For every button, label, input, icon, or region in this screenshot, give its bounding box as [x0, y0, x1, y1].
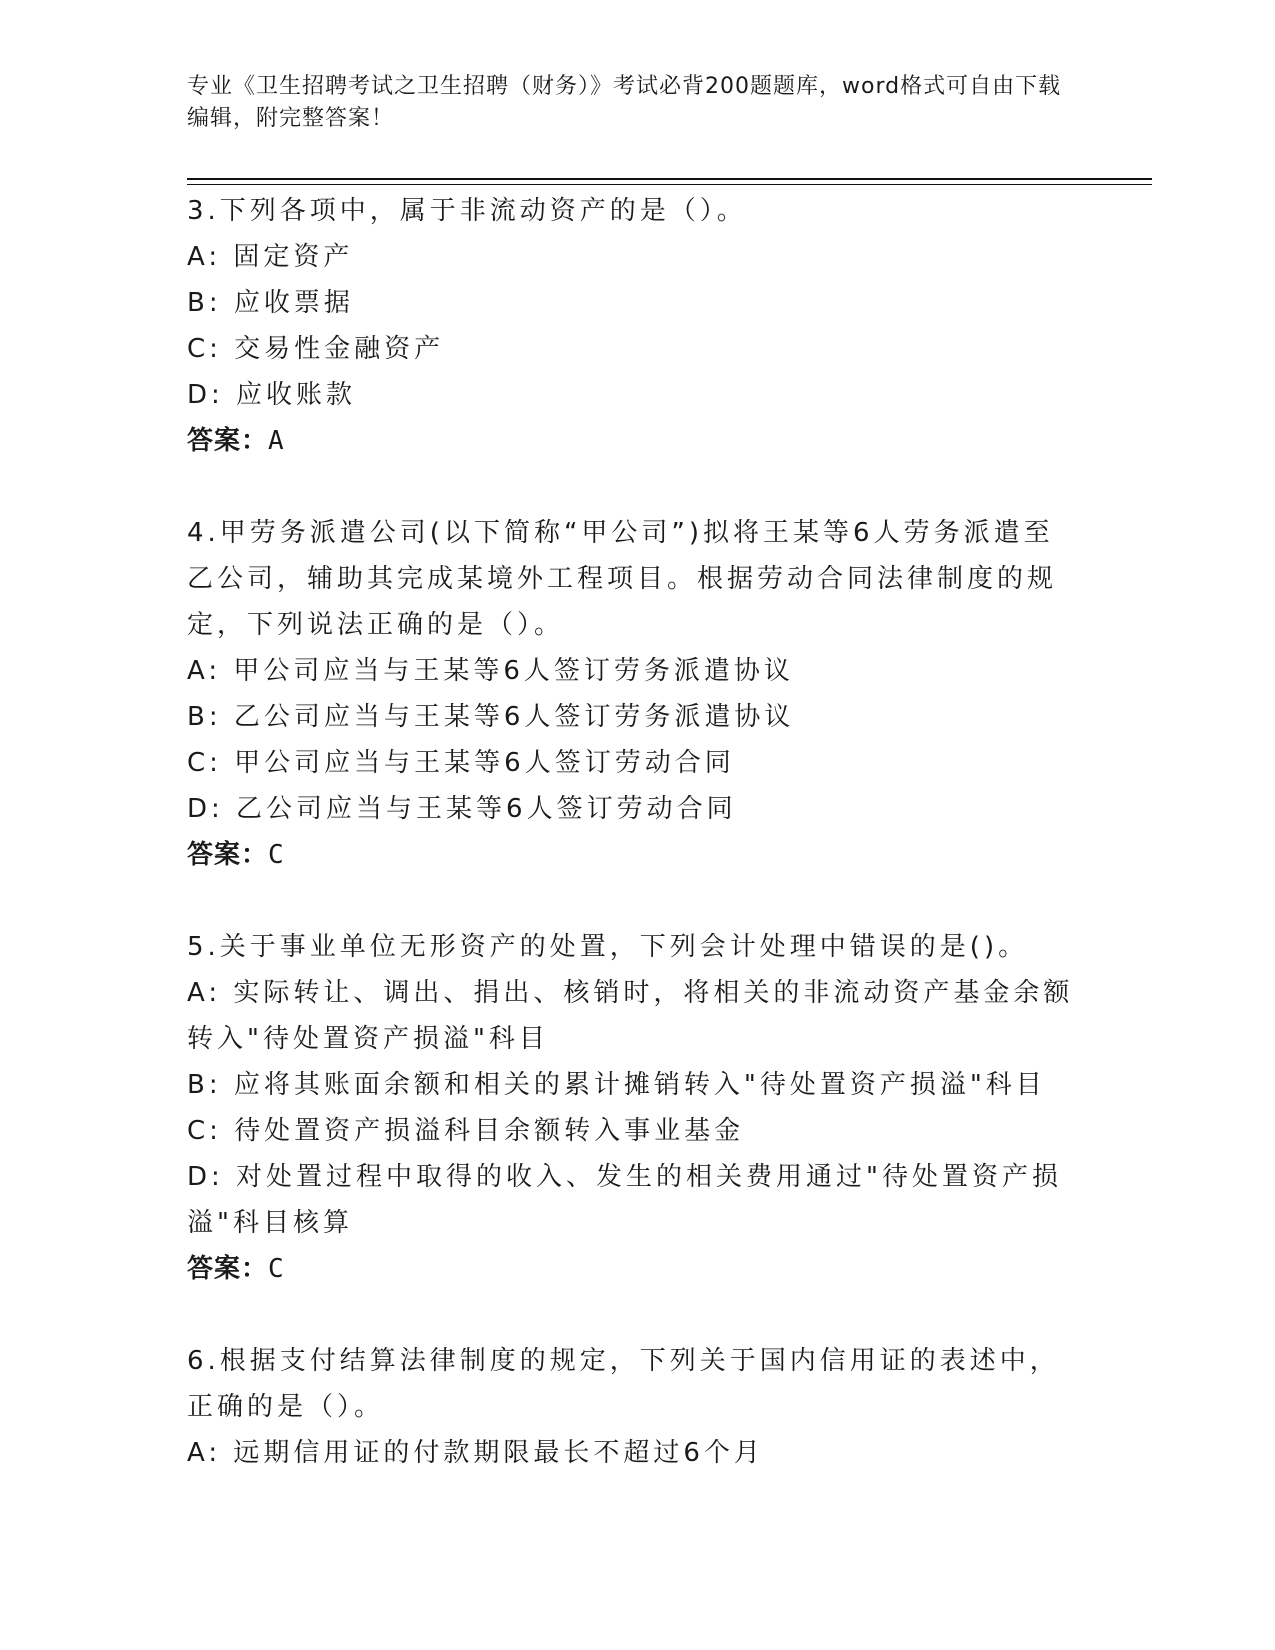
option-a: A: 远期信用证的付款期限最长不超过6个月 [187, 1438, 764, 1468]
question-4 [187, 510, 1077, 878]
question-list [187, 188, 1077, 1522]
option-b: B: 应收票据 [187, 288, 354, 318]
question-3 [187, 188, 1077, 464]
answer-label: 答案： [187, 1254, 269, 1284]
question-stem: 5.关于事业单位无形资产的处置，下列会计处理中错误的是()。 [187, 932, 1029, 962]
header-divider-thin [187, 184, 1152, 185]
option-a: A: 甲公司应当与王某等6人签订劳务派遣协议 [187, 656, 794, 686]
answer-value: A [268, 426, 285, 456]
answer-value: C [268, 840, 285, 870]
option-d: D: 应收账款 [187, 380, 357, 410]
answer-label: 答案： [187, 840, 269, 870]
option-c: C: 待处置资产损溢科目余额转入事业基金 [187, 1116, 745, 1146]
option-a: A: 实际转让、调出、捐出、核销时，将相关的非流动资产基金余额转入"待处置资产损溢"科目 [187, 978, 1074, 1054]
option-d: D: 乙公司应当与王某等6人签订劳动合同 [187, 794, 737, 824]
question-6 [187, 1338, 1077, 1476]
question-stem: 6.根据支付结算法律制度的规定，下列关于国内信用证的表述中，正确的是（）。 [187, 1346, 1060, 1422]
option-c: C: 甲公司应当与王某等6人签订劳动合同 [187, 748, 735, 778]
document-header: 专业《卫生招聘考试之卫生招聘（财务）》考试必背200题题库，word格式可自由下载编辑，附完整答案！ [187, 74, 1062, 131]
answer-line [187, 1246, 1077, 1292]
answer-line [187, 832, 1077, 878]
option-d: D: 对处置过程中取得的收入、发生的相关费用通过"待处置资产损溢"科目核算 [187, 1162, 1063, 1238]
question-stem: 4.甲劳务派遣公司(以下简称“甲公司”)拟将王某等6人劳务派遣至乙公司，辅助其完成某境外工程项目。根据劳动合同法律制度的规定，下列说法正确的是（）。 [187, 518, 1058, 640]
option-b: B: 应将其账面余额和相关的累计摊销转入"待处置资产损溢"科目 [187, 1070, 1046, 1100]
header-divider-thick [187, 178, 1152, 180]
option-c: C: 交易性金融资产 [187, 334, 445, 364]
option-a: A: 固定资产 [187, 242, 354, 272]
answer-label: 答案： [187, 426, 269, 456]
option-b: B: 乙公司应当与王某等6人签订劳务派遣协议 [187, 702, 795, 732]
question-5 [187, 924, 1077, 1292]
answer-value: C [268, 1254, 285, 1284]
answer-line [187, 418, 1077, 464]
question-stem: 3.下列各项中，属于非流动资产的是（）。 [187, 196, 747, 226]
